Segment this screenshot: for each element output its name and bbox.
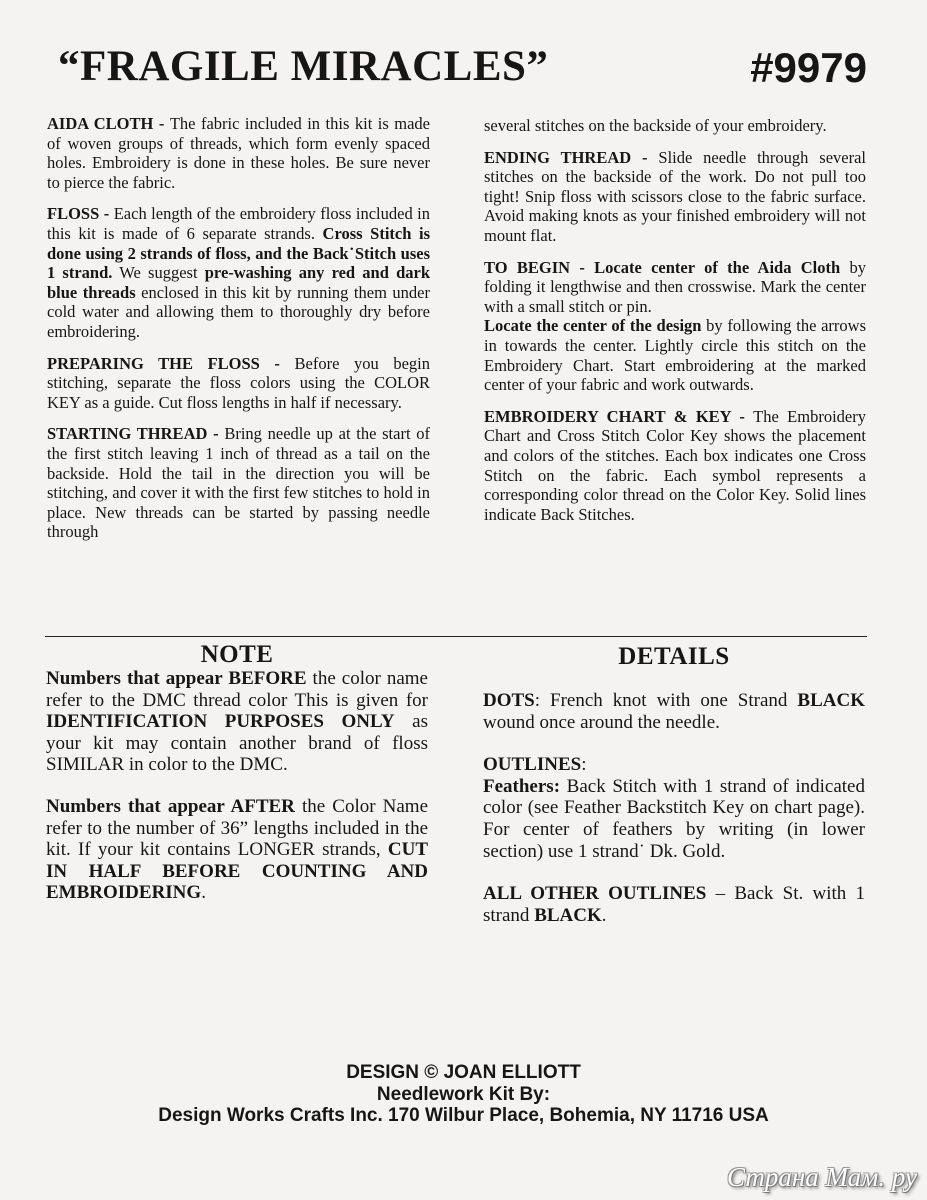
- note-emphasis: CUT IN HALF BEFORE COUNTING AND EMBROIDERING: [46, 839, 428, 904]
- note-emphasis: IDENTIFICATION PURPOSES ONLY: [46, 711, 395, 733]
- to-begin-heading: TO BEGIN -: [484, 257, 595, 277]
- to-begin-paragraph: [484, 258, 866, 317]
- starting-thread-text: Bring needle up at the start of the first stitch leaving 1 inch of thread as a tail on the backside. Hold the tail in the direction you will be stitching, and cover it with the first few stitches to hold in place. New threads can be started by passing needle through: [47, 424, 430, 542]
- floss-heading: FLOSS -: [47, 204, 114, 224]
- note-heading: NOTE: [200, 641, 274, 668]
- site-watermark: Страна Мам. ру: [726, 1162, 917, 1192]
- kit-maker-label: Needlework Kit By:: [376, 1083, 551, 1105]
- to-begin-text: by folding it lengthwise and then crosswise. Mark the center with a small stitch or pin.: [484, 257, 867, 316]
- ending-thread-heading: ENDING THREAD -: [484, 147, 659, 167]
- to-begin-emphasis: Locate center of the Aida Cloth: [594, 257, 841, 277]
- locate-center-emphasis: Locate the center of the design: [484, 316, 702, 336]
- outlines-colon: :: [581, 754, 587, 776]
- page-title: “FRAGILE MIRACLES”: [58, 43, 549, 90]
- dots-text: : French knot with one Strand: [534, 690, 798, 711]
- starting-thread-heading: STARTING THREAD -: [47, 424, 225, 444]
- note-paragraph-before: [46, 668, 428, 776]
- details-section: [483, 690, 865, 947]
- aida-cloth-paragraph: [47, 114, 430, 192]
- other-outlines-text: .: [601, 904, 607, 926]
- continued-text: several stitches on the backside of your embroidery.: [484, 116, 827, 135]
- floss-text: enclosed in this kit by running them under cold water and allowing them to thoroughly dry before embroidering.: [47, 282, 430, 341]
- starting-thread-paragraph: [47, 424, 430, 542]
- preparing-floss-paragraph: [47, 354, 430, 413]
- designer-credit: DESIGN © JOAN ELLIOTT: [346, 1062, 581, 1083]
- note-text: .: [201, 882, 206, 904]
- section-divider: [45, 636, 867, 637]
- dots-text: wound once around the needle.: [483, 711, 720, 733]
- chart-key-heading: EMBROIDERY CHART & KEY -: [484, 406, 754, 426]
- locate-center-paragraph: [484, 316, 866, 394]
- floss-prewash-emphasis: pre-washing any red and dark blue threads: [47, 263, 431, 302]
- note-emphasis: Numbers that appear BEFORE: [46, 668, 307, 689]
- note-paragraph-after: [46, 796, 428, 904]
- instructions-left-column: [47, 114, 430, 554]
- other-outlines-text: – Back St. with 1 strand: [483, 883, 865, 926]
- instructions-right-column: [484, 116, 866, 536]
- note-section: [46, 668, 428, 924]
- preparing-floss-heading: PREPARING THE FLOSS -: [47, 353, 295, 373]
- ending-thread-text: Slide needle through several stitches on the backside of the work. Do not pull too tight! Snip floss with scissors close to the fabric surface. Avoid making knots as your finished embroidery will not mount flat.: [484, 147, 866, 245]
- note-text: as your kit may contain another brand of floss SIMILAR in color to the DMC.: [46, 711, 428, 776]
- ending-thread-paragraph: [484, 148, 866, 246]
- dots-color: BLACK: [797, 690, 865, 711]
- chart-key-paragraph: [484, 407, 866, 525]
- note-text: the color name refer to the DMC thread color This is given for: [46, 668, 428, 711]
- note-text: the Color Name refer to the number of 36” lengths included in the kit. If your kit contains LONGER strands,: [46, 795, 428, 861]
- floss-strands-emphasis: Cross Stitch is done using 2 strands of floss, and the Back˙Stitch uses 1 strand.: [47, 223, 430, 283]
- feathers-heading: Feathers:: [483, 775, 561, 797]
- aida-cloth-heading: AIDA CLOTH -: [47, 114, 170, 133]
- feathers-text: Back Stitch with 1 strand of indicated color (see Feather Backstitch Key on chart page). For center of feathers by writing (in lower section) use 1 strand˙ Dk. Gold.: [483, 775, 865, 862]
- dots-paragraph: [483, 690, 865, 733]
- locate-center-text: by following the arrows in towards the center. Lightly circle this stitch on the Embroidery Chart. Start embroidering at the marked center of your fabric and work outwards.: [484, 316, 866, 395]
- aida-cloth-text: The fabric included in this kit is made of woven groups of threads, which form evenly spaced holes. Embroidery is done in these holes. Be sure never to pierce the fabric.: [47, 114, 430, 192]
- continued-paragraph: [484, 116, 866, 136]
- outlines-heading: OUTLINES: [483, 754, 582, 776]
- floss-text: Each length of the embroidery floss included in this kit is made of 6 separate strands.: [47, 204, 430, 243]
- floss-paragraph: [47, 204, 430, 341]
- other-outlines-color: BLACK: [534, 904, 602, 926]
- kit-number: #9979: [750, 44, 867, 91]
- details-heading: DETAILS: [618, 643, 730, 670]
- preparing-floss-text: Before you begin stitching, separate the floss colors using the COLOR KEY as a guide. Cut floss lengths in half if necessary.: [47, 353, 430, 412]
- dots-heading: DOTS: [483, 690, 535, 711]
- chart-key-text: The Embroidery Chart and Cross Stitch Color Key shows the placement and colors of the stitches. Each box indicates one Cross Stitch on the fabric. Each symbol represents a corresponding color thread on the Color Key. Solid lines indicate Back Stitches.: [484, 406, 866, 524]
- credits-block: [0, 1062, 927, 1127]
- outlines-paragraph: [483, 754, 865, 862]
- other-outlines-heading: ALL OTHER OUTLINES: [483, 883, 707, 905]
- other-outlines-paragraph: [483, 883, 865, 926]
- note-emphasis: Numbers that appear AFTER: [46, 795, 295, 817]
- company-address: Design Works Crafts Inc. 170 Wilbur Place, Bohemia, NY 11716 USA: [158, 1105, 769, 1126]
- floss-text: We suggest: [112, 263, 205, 283]
